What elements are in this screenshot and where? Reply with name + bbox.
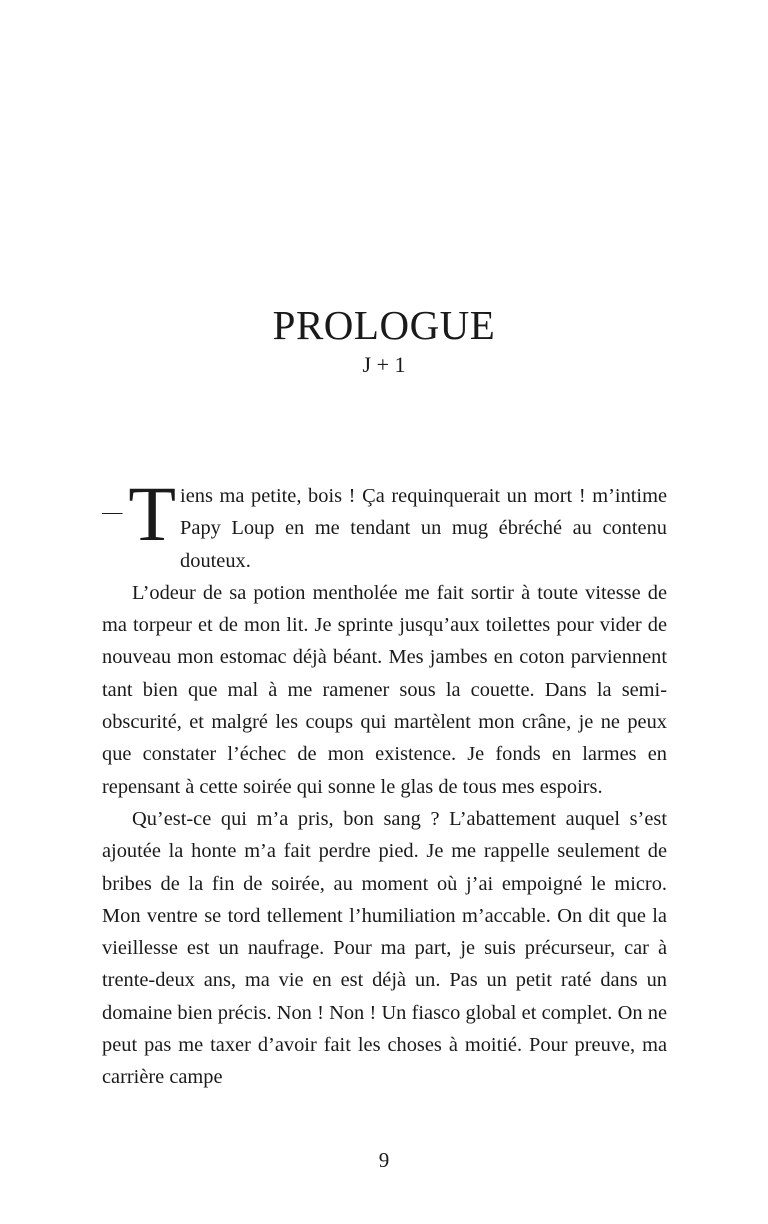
dialogue-dash: — xyxy=(102,501,123,523)
chapter-title: PROLOGUE xyxy=(272,302,496,348)
chapter-subtitle: J + 1 xyxy=(362,352,406,377)
paragraph: Qu’est-ce qui m’a pris, bon sang ? L’abattement auquel s’est ajoutée la honte m’a fait perdre pied. Je me rappelle seulement de bribes de la fin de soirée, au moment où j’ai empoigné le micro. Mon ventre se tord tellement l’humiliation m’accable. On dit que la vieillesse est un naufrage. Pour ma part, je suis précurseur, car à trente-deux ans, ma vie en est déjà un. Pas un petit raté dans un domaine bien précis. Non ! Non ! Un fiasco global et complet. On ne peut pas me taxer d’avoir fait les choses à moitié. Pour preuve, ma carrière campe xyxy=(102,807,667,1089)
first-paragraph xyxy=(102,470,667,577)
drop-cap: T xyxy=(128,470,177,557)
paragraph: L’odeur de sa potion mentholée me fait sortir à toute vitesse de ma torpeur et de mon lit. Je sprinte jusqu’aux toilettes pour vider de nouveau mon estomac déjà béant. Mes jambes en coton parviennent tant bien que mal à me ramener sous la couette. Dans la semi-obscurité, et malgré les coups qui martèlent mon crâne, je ne peux que constater l’échec de mon existence. Je fonds en larmes en repensant à cette soirée qui sonne le glas de tous mes espoirs. xyxy=(102,581,667,798)
page-number: 9 xyxy=(378,1148,390,1172)
body-text xyxy=(102,470,667,1094)
first-paragraph-text: iens ma petite, bois ! Ça requinquerait un mort ! m’intime Papy Loup en me tendant un mug ébréché au contenu douteux. xyxy=(180,485,667,572)
